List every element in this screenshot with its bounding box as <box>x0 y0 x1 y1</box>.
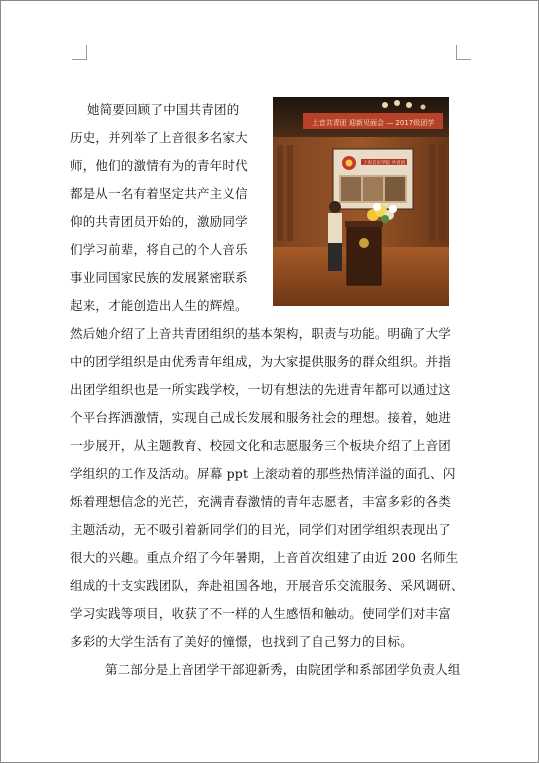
paragraph-line: 师，他们的激情有为的青年时代 <box>70 158 248 173</box>
paragraph-line: 个平台挥洒激情，实现自己成长发展和服务社会的理想。接着，她进 <box>70 410 452 425</box>
paragraph-line: 烁着理想信念的光芒，充满青春激情的青年志愿者，丰富多彩的各类 <box>70 494 452 509</box>
paragraph-line: 第二部分是上音团学干部迎新秀，由院团学和系部团学负责人组 <box>105 662 461 677</box>
paragraph-line: 们学习前辈，将自己的个人音乐 <box>70 242 248 257</box>
event-photo <box>273 97 449 306</box>
paragraph-line: 多彩的大学生活有了美好的憧憬，也找到了自己努力的目标。 <box>70 634 413 649</box>
paragraph-line: 然后她介绍了上音共青团组织的基本架构，职责与功能。明确了大学 <box>70 326 452 341</box>
paragraph-line: 学组织的工作及活动。屏幕 ppt 上滚动着的那些热情洋溢的面孔、闪 <box>70 466 456 481</box>
paragraph-line: 都是从一名有着坚定共产主义信 <box>70 186 248 201</box>
crop-mark-top-left <box>72 45 87 60</box>
paragraph-line: 中的团学组织是由优秀青年组成，为大家提供服务的群众组织。并指 <box>70 354 452 369</box>
paragraph-line: 主题活动，无不吸引着新同学们的目光，同学们对团学组织表现出了 <box>70 522 452 537</box>
paragraph-line: 起来，才能创造出人生的辉煌。 <box>70 298 248 313</box>
paragraph-line: 出团学组织也是一所实践学校，一切有想法的先进青年都可以通过这 <box>70 382 452 397</box>
paragraph-line: 组成的十支实践团队，奔赴祖国各地，开展音乐交流服务、采风调研、 <box>70 578 464 593</box>
paragraph-line: 事业同国家民族的发展紧密联系 <box>70 270 248 285</box>
photo-banner-text: 上音共青团 迎新见面会 — 2017级团学 <box>311 119 435 127</box>
photo-screen-text: 上海音乐学院 共青团 <box>363 161 405 166</box>
paragraph-line: 历史，并列举了上音很多名家大 <box>70 130 248 145</box>
crop-mark-top-right <box>456 45 471 60</box>
paragraph-line: 一步展开，从主题教育、校园文化和志愿服务三个板块介绍了上音团 <box>70 438 452 453</box>
event-photo-illustration <box>273 97 449 306</box>
paragraph-line: 学习实践等项目，收获了不一样的人生感悟和触动。使同学们对丰富 <box>70 606 452 621</box>
paragraph-line: 很大的兴趣。重点介绍了今年暑期，上音首次组建了由近 200 名师生 <box>70 550 459 565</box>
paragraph-line: 仰的共青团员开始的，激励同学 <box>70 214 248 229</box>
paragraph-line: 她简要回顾了中国共青团的 <box>87 102 240 117</box>
